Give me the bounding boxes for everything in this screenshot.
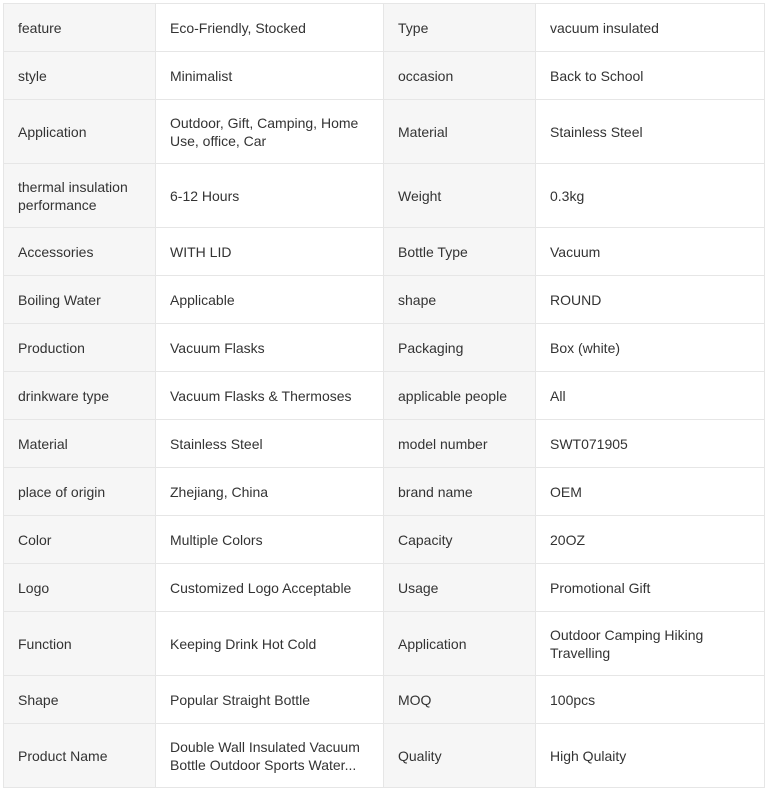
attribute-value-cell (156, 468, 384, 516)
attribute-name-cell (384, 4, 536, 52)
attribute-name: Product Name (18, 747, 108, 764)
attribute-name-cell (384, 52, 536, 100)
attribute-name-cell (384, 564, 536, 612)
attribute-value: 20OZ (550, 531, 586, 548)
attribute-value: Double Wall Insulated Vacuum Bottle Outdoor Sports Water... (170, 738, 360, 773)
attribute-value: Multiple Colors (170, 531, 263, 548)
attribute-name: Boiling Water (18, 291, 101, 308)
attribute-name-cell (384, 724, 536, 788)
attribute-value-cell (156, 164, 384, 228)
attribute-value-cell (536, 564, 765, 612)
attribute-name-cell (4, 516, 156, 564)
attribute-name-cell (4, 676, 156, 724)
table-row (4, 52, 765, 100)
attribute-name-cell (4, 612, 156, 676)
attribute-value: ROUND (550, 291, 602, 308)
attribute-value: OEM (550, 483, 582, 500)
attribute-name: Function (18, 635, 72, 652)
table-row (4, 228, 765, 276)
table-row (4, 420, 765, 468)
table-row (4, 612, 765, 676)
attribute-value: vacuum insulated (550, 19, 659, 36)
attribute-name-cell (384, 100, 536, 164)
attribute-value-cell (536, 612, 765, 676)
table-row (4, 516, 765, 564)
attribute-value-cell (536, 676, 765, 724)
attribute-value: Vacuum (550, 243, 601, 260)
attribute-name-cell (384, 676, 536, 724)
attribute-name-cell (384, 164, 536, 228)
table-row (4, 372, 765, 420)
attribute-value-cell (536, 228, 765, 276)
attribute-name: Weight (398, 187, 442, 204)
attribute-name-cell (4, 164, 156, 228)
attribute-name-cell (384, 468, 536, 516)
attribute-value-cell (536, 4, 765, 52)
attribute-name: thermal insulation performance (18, 178, 128, 213)
attribute-value: Outdoor, Gift, Camping, Home Use, office, Car (170, 114, 359, 149)
attribute-value: 6-12 Hours (170, 187, 240, 204)
attribute-value: High Qulaity (550, 747, 627, 764)
attribute-name: feature (18, 19, 62, 36)
attribute-value: Stainless Steel (170, 435, 263, 452)
table-row (4, 100, 765, 164)
attribute-value-cell (156, 276, 384, 324)
attribute-name-cell (4, 724, 156, 788)
attribute-value: Customized Logo Acceptable (170, 579, 352, 596)
attribute-value-cell (536, 420, 765, 468)
attribute-name-cell (4, 52, 156, 100)
attribute-name: MOQ (398, 691, 432, 708)
attribute-name: model number (398, 435, 488, 452)
attribute-name: brand name (398, 483, 473, 500)
attribute-value: All (550, 387, 566, 404)
table-row (4, 276, 765, 324)
attribute-name: applicable people (398, 387, 507, 404)
attribute-value-cell (156, 52, 384, 100)
table-row (4, 324, 765, 372)
attribute-value: Eco-Friendly, Stocked (170, 19, 306, 36)
attribute-name-cell (384, 516, 536, 564)
attribute-value: Minimalist (170, 67, 233, 84)
attribute-value: Promotional Gift (550, 579, 651, 596)
attribute-value-cell (156, 4, 384, 52)
attribute-value: Applicable (170, 291, 235, 308)
table-row (4, 164, 765, 228)
attribute-name: style (18, 67, 47, 84)
attribute-name: Material (398, 123, 448, 140)
attribute-value: Keeping Drink Hot Cold (170, 635, 317, 652)
attribute-value: Outdoor Camping Hiking Travelling (550, 626, 704, 661)
spec-table-container (3, 3, 764, 788)
attribute-name: shape (398, 291, 437, 308)
attribute-name-cell (4, 468, 156, 516)
attribute-value: Stainless Steel (550, 123, 643, 140)
attribute-name: Application (18, 123, 87, 140)
attribute-name: occasion (398, 67, 454, 84)
attribute-value: WITH LID (170, 243, 232, 260)
attribute-name-cell (4, 372, 156, 420)
attribute-value: Vacuum Flasks & Thermoses (170, 387, 352, 404)
attribute-name-cell (384, 372, 536, 420)
attribute-value-cell (156, 724, 384, 788)
attribute-value: SWT071905 (550, 435, 628, 452)
table-row (4, 468, 765, 516)
attribute-value-cell (536, 100, 765, 164)
attribute-value-cell (156, 420, 384, 468)
attribute-name: Production (18, 339, 85, 356)
attribute-value: Box (white) (550, 339, 621, 356)
attribute-value-cell (156, 324, 384, 372)
attribute-name-cell (384, 276, 536, 324)
attribute-value-cell (536, 372, 765, 420)
table-row (4, 676, 765, 724)
attribute-value-cell (156, 228, 384, 276)
attribute-name-cell (384, 228, 536, 276)
attribute-name-cell (384, 420, 536, 468)
attribute-name: Accessories (18, 243, 94, 260)
table-row (4, 564, 765, 612)
attribute-value-cell (536, 516, 765, 564)
attribute-name: Logo (18, 579, 50, 596)
attribute-value-cell (536, 276, 765, 324)
attribute-value-cell (536, 52, 765, 100)
attribute-value-cell (156, 612, 384, 676)
attribute-value-cell (156, 516, 384, 564)
attribute-value-cell (156, 372, 384, 420)
attribute-name: Packaging (398, 339, 464, 356)
attribute-name: Shape (18, 691, 59, 708)
attribute-value-cell (156, 100, 384, 164)
attributes-table-body (4, 4, 765, 788)
attribute-name-cell (4, 420, 156, 468)
attribute-name: Bottle Type (398, 243, 468, 260)
attribute-name-cell (4, 4, 156, 52)
attribute-value: Popular Straight Bottle (170, 691, 311, 708)
attribute-value-cell (536, 724, 765, 788)
attribute-name: drinkware type (18, 387, 110, 404)
attribute-value: Vacuum Flasks (170, 339, 265, 356)
attribute-name-cell (4, 100, 156, 164)
attribute-value-cell (536, 468, 765, 516)
attribute-name: Capacity (398, 531, 453, 548)
attribute-name: Material (18, 435, 68, 452)
attribute-value-cell (156, 676, 384, 724)
attribute-name: place of origin (18, 483, 106, 500)
table-row (4, 4, 765, 52)
attribute-name: Type (398, 19, 429, 36)
attribute-value-cell (536, 324, 765, 372)
attribute-name: Usage (398, 579, 439, 596)
attribute-value-cell (536, 164, 765, 228)
attribute-name-cell (384, 612, 536, 676)
attribute-name-cell (4, 564, 156, 612)
attribute-name-cell (4, 324, 156, 372)
attribute-value-cell (156, 564, 384, 612)
attribute-value: Zhejiang, China (170, 483, 269, 500)
table-row (4, 724, 765, 788)
attribute-name: Color (18, 531, 52, 548)
product-attributes-table (3, 3, 765, 788)
attribute-value: 100pcs (550, 691, 596, 708)
attribute-name: Quality (398, 747, 442, 764)
attribute-value: Back to School (550, 67, 644, 84)
attribute-value: 0.3kg (550, 187, 585, 204)
attribute-name: Application (398, 635, 467, 652)
attribute-name-cell (384, 324, 536, 372)
attribute-name-cell (4, 228, 156, 276)
attribute-name-cell (4, 276, 156, 324)
